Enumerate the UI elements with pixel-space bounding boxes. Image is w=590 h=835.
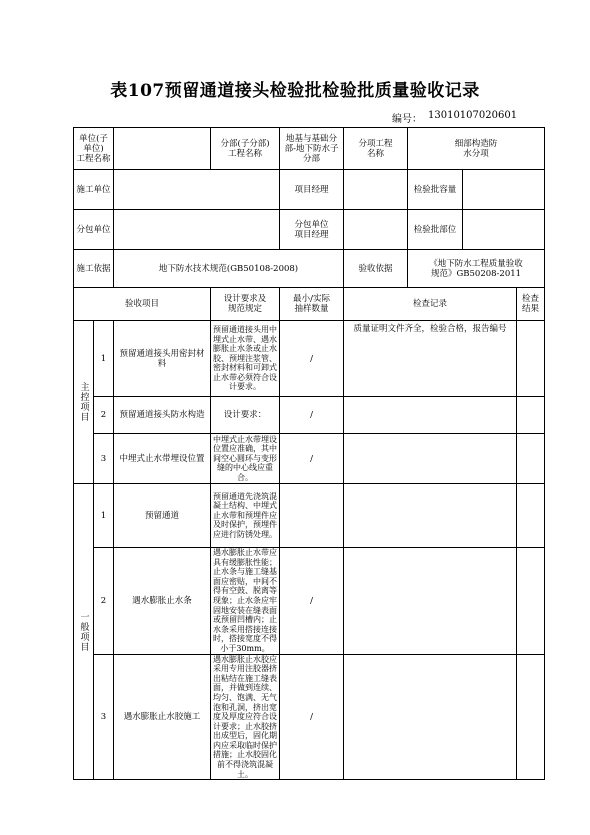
item-requirement: 中埋式止水带埋设位置应准确，其中间空心圆环与变形缝的中心线应重合。 [211,434,280,484]
item-record[interactable] [344,397,517,434]
item-sampling[interactable]: / [280,434,344,484]
item-result[interactable] [517,434,545,484]
item-number: 1 [94,484,114,548]
code-label: 编号： [392,114,422,125]
item-name: 预留通道接头用密封材料 [114,321,211,397]
item-requirement: 遇水膨胀止水带应具有缓膨胀性能；止水条与施工缝基面应密贴，中间不得有空鼓、脱离等现象；止水条应牢固地安装在缝表面或预留凹槽内；止水条采用搭接连接时，搭接宽度不得小于30mm。 [211,548,280,655]
column-header-row [74,288,545,321]
col-requirement: 设计要求及 规范规定 [211,288,280,321]
item-sampling[interactable]: / [280,321,344,397]
item-record[interactable] [344,548,517,655]
subcontract-value[interactable] [114,210,280,250]
item-sampling[interactable]: / [280,654,344,780]
header-row-basis [74,250,545,288]
item-result[interactable] [517,654,545,780]
unit-label: 单位(子单位) 工程名称 [74,128,114,170]
item-number: 2 [94,548,114,655]
header-row-unit [74,128,545,170]
header-row-construction [74,170,545,210]
page-title: 表107预留通道接头检验批检验批质量验收记录 [110,81,480,101]
construction-unit-value[interactable] [114,170,280,210]
item-sampling[interactable]: / [280,548,344,655]
batch-capacity-value[interactable] [463,170,545,210]
batch-capacity-label: 检验批容量 [408,170,463,210]
general-item-row [74,548,545,655]
inspection-form-table [73,127,545,780]
part-label: 分部(子分部) 工程名称 [211,128,280,170]
item-result[interactable] [517,321,545,397]
part-value: 地基与基础分 部-地下防水子 分部 [280,128,344,170]
subitem-label: 分项工程 名称 [344,128,408,170]
item-name: 预留通道接头防水构造 [114,397,211,434]
item-requirement: 遇水膨胀止水胶应采用专用注胶器挤出粘结在施工缝表面，并做到连续、均匀、饱满、无气泡和孔洞，挤出宽度及厚度应符合设计要求；止水胶挤出成型后，固化期内应采取临时保护措施；止水胶固化前不得浇筑混凝土。 [211,654,280,780]
subcontract-label: 分包单位 [74,210,114,250]
unit-value[interactable] [114,128,211,170]
col-record: 检查记录 [344,288,517,321]
code-value: 13010107020601 [428,110,518,121]
batch-part-label: 检验批部位 [408,210,463,250]
pm-label: 项目经理 [280,170,344,210]
col-item: 验收项目 [74,288,211,321]
general-group-label: 一般项目 [74,484,94,780]
item-number: 1 [94,321,114,397]
main-group-label: 主控项目 [74,321,94,484]
item-record[interactable] [344,484,517,548]
pm-value[interactable] [344,170,408,210]
item-name: 遇水膨胀止水胶施工 [114,654,211,780]
item-name: 遇水膨胀止水条 [114,548,211,655]
header-row-subcontract [74,210,545,250]
col-result: 检查 结果 [517,288,545,321]
item-number: 3 [94,434,114,484]
item-record[interactable] [344,654,517,780]
item-result[interactable] [517,397,545,434]
item-result[interactable] [517,484,545,548]
item-requirement: 设计要求： [211,397,280,434]
main-item-row [74,397,545,434]
item-number: 2 [94,397,114,434]
basis-value: 地下防水技术规范(GB50108-2008) [114,250,344,288]
item-sampling[interactable] [280,484,344,548]
item-name: 中埋式止水带埋设位置 [114,434,211,484]
item-sampling[interactable]: / [280,397,344,434]
acceptance-basis-label: 验收依据 [344,250,408,288]
general-item-row [74,484,545,548]
item-requirement: 预留通道先浇筑混凝土结构、中埋式止水带和预埋件应及时保护，预埋件应进行防锈处理。 [211,484,280,548]
construction-unit-label: 施工单位 [74,170,114,210]
item-number: 3 [94,654,114,780]
general-item-row [74,654,545,780]
main-item-row [74,321,545,397]
item-name: 预留通道 [114,484,211,548]
subcontract-pm-label: 分包单位 项目经理 [280,210,344,250]
subitem-value: 细部构造防 水分项 [408,128,545,170]
basis-label: 施工依据 [74,250,114,288]
item-record[interactable]: 质量证明文件齐全，检验合格，报告编号 [344,321,517,397]
col-sampling: 最小/实际 抽样数量 [280,288,344,321]
item-record[interactable] [344,434,517,484]
batch-part-value[interactable] [463,210,545,250]
subcontract-pm-value[interactable] [344,210,408,250]
item-requirement: 预留通道接头用中埋式止水带、遇水膨胀止水条或止水胶、预埋注浆管、密封材料和可卸式止水带必须符合设计要求。 [211,321,280,397]
item-result[interactable] [517,548,545,655]
acceptance-basis-value: 《地下防水工程质量验收 规范》GB50208-2011 [408,250,545,288]
main-item-row [74,434,545,484]
